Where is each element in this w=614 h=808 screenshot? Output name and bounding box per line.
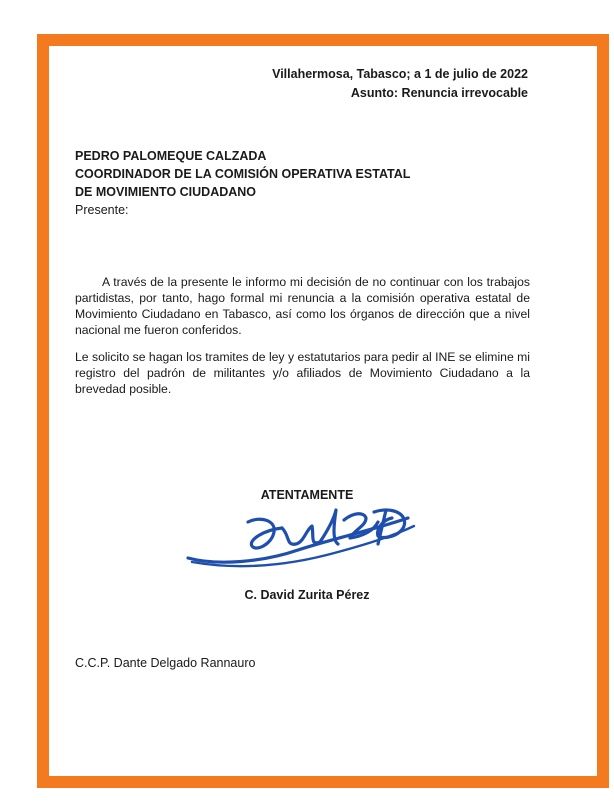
ccp-line: C.C.P. Dante Delgado Rannauro [75, 656, 256, 670]
closing-salutation: ATENTAMENTE [260, 488, 354, 502]
subject-line: Asunto: Renuncia irrevocable [350, 86, 528, 100]
recipient-title-line1: COORDINADOR DE LA COMISIÓN OPERATIVA ESTATAL [75, 167, 411, 181]
recipient-name: PEDRO PALOMEQUE CALZADA [75, 149, 267, 163]
signature-graphic [178, 500, 418, 580]
recipient-title-line2: DE MOVIMIENTO CIUDADANO [75, 185, 257, 199]
body-paragraph-1: A través de la presente le informo mi decisión de no continuar con los trabajos partidistas, por tanto, hago formal mi renuncia a la comisión operativa estatal de Movimiento Ciudadano en Tabasco, así como los órganos de dirección que a nivel nacional me fueron conferidos. [75, 275, 530, 337]
greeting: Presente: [75, 203, 129, 217]
body-paragraph-2: Le solicito se hagan los tramites de ley y estatutarios para pedir al INE se elimine mi registro del padrón de militantes y/o afiliados de Movimiento Ciudadano a la brevedad posible. [75, 350, 530, 396]
signer-name: C. David Zurita Pérez [244, 588, 370, 602]
date-line: Villahermosa, Tabasco; a 1 de julio de 2022 [272, 67, 528, 81]
